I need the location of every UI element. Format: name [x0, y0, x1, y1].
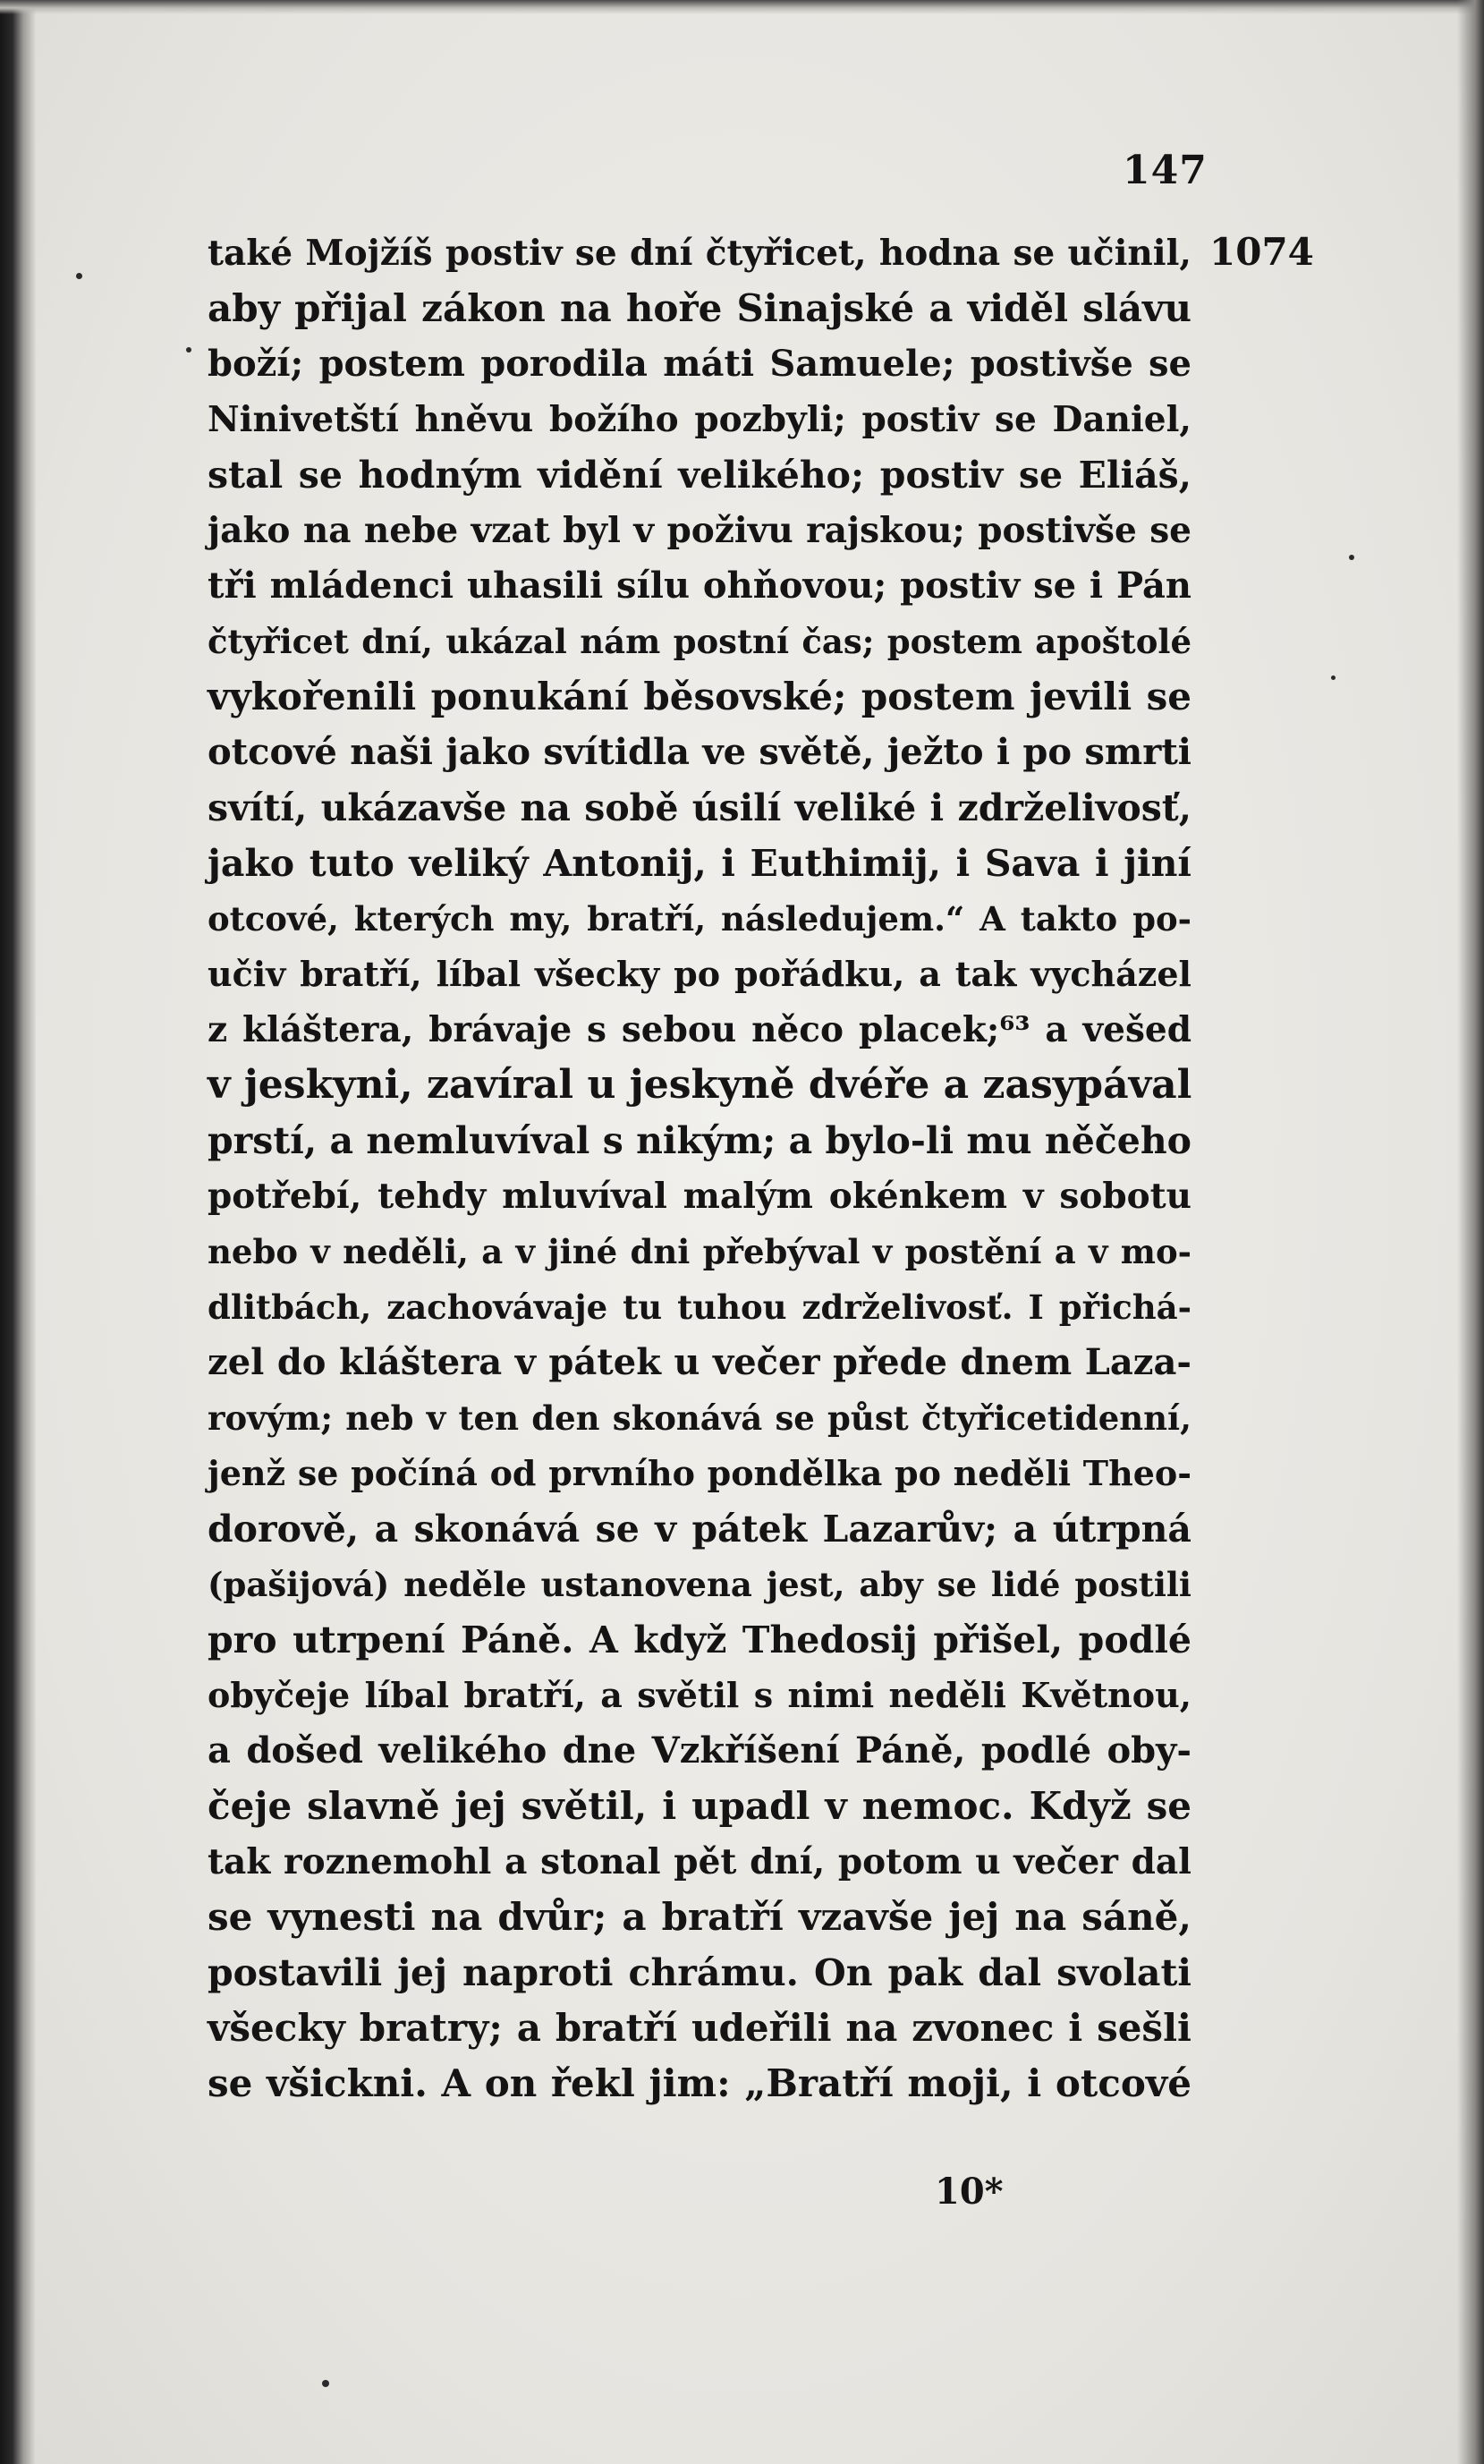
text-line: učiv bratří, líbal všecky po pořádku, a tak vycházel — [208, 954, 1191, 994]
text-line: zel do kláštera v pátek u večer přede dnem Laza- — [208, 1341, 1191, 1383]
text-line: aby přijal zákon na hoře Sinajské a viděl slávu — [208, 286, 1191, 330]
signature-mark: 10* — [935, 2171, 1004, 2213]
text-line: dorově, a skonává se v pátek Lazarův; a útrpná — [208, 1508, 1191, 1551]
text-line: otcové naši jako svítidla ve světě, ježto i po smrti — [208, 731, 1191, 773]
text-line: Ninivetští hněvu božího pozbyli; postiv se Daniel, — [208, 399, 1191, 440]
text-line: postavili jej naproti chrámu. On pak dal svolati — [208, 1951, 1191, 1994]
body-text — [208, 225, 1191, 2111]
text-line: jako tuto veliký Antonij, i Euthimij, i Sava i jiní — [208, 842, 1191, 885]
text-line: se vynesti na dvůr; a bratří vzavše jej na sáně, — [208, 1895, 1191, 1939]
page-top-shadow — [0, 0, 1484, 14]
text-line: jako na nebe vzat byl v poživu rajskou; postivše se — [208, 510, 1191, 551]
text-line: stal se hodným vidění velikého; postiv se Eliáš, — [208, 454, 1191, 497]
text-line: obyčeje líbal bratří, a světil s nimi neděli Květnou, — [208, 1675, 1191, 1715]
text-line: jenž se počíná od prvního pondělka po neděli Theo- — [208, 1453, 1191, 1493]
text-line: (pašijová) neděle ustanovena jest, aby se lidé postili — [208, 1565, 1191, 1604]
text-line: boží; postem porodila máti Samuele; postivše se — [208, 343, 1191, 385]
text-line: v jeskyni, zavíral u jeskyně dvéře a zasypával — [208, 1062, 1192, 1108]
page-binding-shadow — [0, 0, 36, 2464]
text-line: všecky bratry; a bratří udeřili na zvonec i sešli — [208, 2006, 1191, 2050]
text-line: prstí, a nemluvíval s nikým; a bylo-li mu něčeho — [208, 1119, 1191, 1162]
ink-speck — [322, 2380, 329, 2387]
text-line: také Mojžíš postiv se dní čtyřicet, hodna se učinil, — [208, 233, 1191, 274]
ink-speck — [186, 347, 191, 353]
text-line: rovým; neb v ten den skonává se půst čtyřicetidenní, — [208, 1398, 1191, 1438]
text-line: vykořenili ponukání běsovské; postem jevili se — [208, 675, 1191, 718]
ink-speck — [76, 273, 82, 279]
margin-note: 1074 — [1209, 230, 1314, 274]
text-line: z kláštera, brávaje s sebou něco placek;⁶³ a vešed — [208, 1009, 1191, 1050]
page-right-shadow — [1457, 0, 1484, 2464]
ink-speck — [1349, 555, 1354, 560]
text-line: nebo v neděli, a v jiné dni přebýval v postění a v mo- — [208, 1232, 1191, 1271]
text-line: tak roznemohl a stonal pět dní, potom u večer dal — [208, 1841, 1191, 1882]
text-line: se všickni. A on řekl jim: „Bratří moji, i otcové — [208, 2061, 1191, 2105]
text-line: otcové, kterých my, bratří, následujem.“ A takto po- — [208, 899, 1191, 939]
text-line: čtyřicet dní, ukázal nám postní čas; postem apoštolé — [208, 622, 1191, 661]
text-line: čeje slavně jej světil, i upadl v nemoc. Když se — [208, 1784, 1191, 1828]
text-line: pro utrpení Páně. A když Thedosij přišel, podlé — [208, 1619, 1191, 1661]
page-number: 147 — [1123, 148, 1208, 193]
text-line: potřebí, tehdy mluvíval malým okénkem v sobotu — [208, 1176, 1191, 1217]
text-line: tři mládenci uhasili sílu ohňovou; postiv se i Pán — [208, 565, 1191, 607]
text-line: dlitbách, zachovávaje tu tuhou zdrželivosť. I přichá- — [208, 1287, 1191, 1327]
text-line: svítí, ukázavše na sobě úsilí veliké i zdrželivosť, — [208, 786, 1191, 829]
ink-speck — [1331, 675, 1336, 680]
text-line: a došed velikého dne Vzkříšení Páně, podlé oby- — [208, 1729, 1191, 1772]
